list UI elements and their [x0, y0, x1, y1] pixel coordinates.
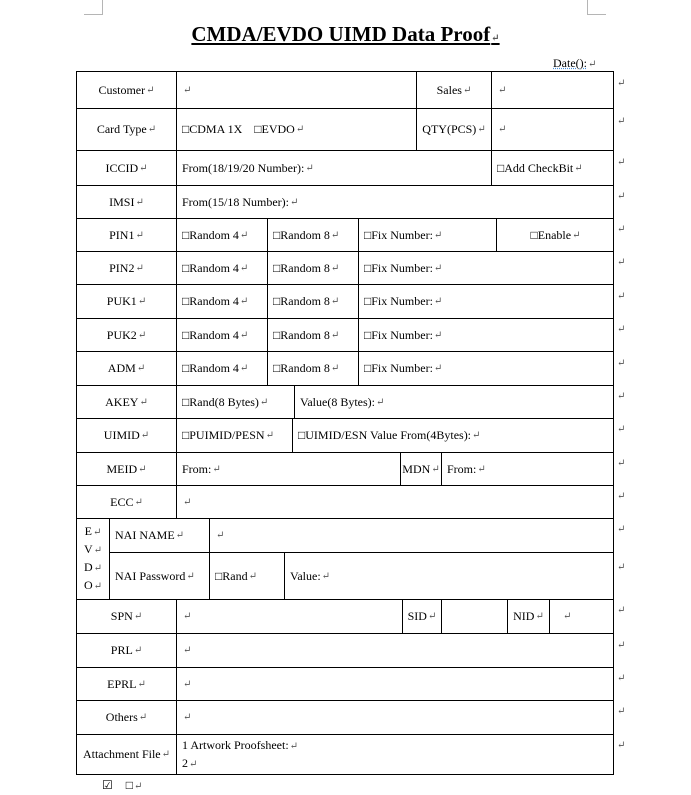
nai-name-value[interactable]: ↵	[209, 519, 614, 552]
margin-return-mark: ↵	[617, 458, 626, 469]
pin2-label: PIN2 ↵	[109, 260, 144, 275]
akey-value-field[interactable]: Value(8 Bytes): ↵	[294, 386, 614, 418]
mdn-from-field[interactable]: From: ↵	[441, 453, 614, 485]
customer-value[interactable]: ↵	[176, 72, 416, 108]
spn-value[interactable]: ↵	[176, 600, 402, 633]
adm-random8-checkbox[interactable]: □ Random 8 ↵	[267, 352, 358, 385]
row-spn	[76, 599, 614, 633]
card-type-label: Card Type ↵	[96, 122, 157, 136]
margin-return-mark: ↵	[617, 391, 626, 402]
margin-return-mark: ↵	[617, 257, 626, 268]
margin-return-mark: ↵	[617, 324, 626, 335]
attachment-line-1: 1 Artwork Proofsheet:↵	[182, 737, 299, 752]
sales-value[interactable]: ↵	[491, 72, 614, 108]
nid-label: NID ↵	[507, 600, 549, 633]
puimid-pesn-checkbox[interactable]: □ PUIMID/PESN ↵	[176, 419, 292, 452]
row-others	[76, 700, 614, 734]
others-label: Others ↵	[105, 710, 148, 724]
eprl-label: EPRL ↵	[107, 676, 146, 691]
pin1-label: PIN1 ↵	[109, 227, 144, 242]
row-adm	[76, 351, 614, 385]
margin-return-mark: ↵	[617, 116, 626, 127]
adm-random4-checkbox[interactable]: □ Random 4 ↵	[176, 352, 267, 385]
row-pin2	[76, 251, 614, 284]
others-value[interactable]: ↵	[176, 701, 614, 734]
row-nai-password	[109, 552, 614, 599]
prl-value[interactable]: ↵	[176, 634, 614, 667]
sid-value[interactable]	[441, 600, 507, 633]
evdo-checkbox[interactable]: □EVDO	[254, 122, 295, 136]
qty-value[interactable]: ↵	[491, 109, 614, 150]
attachment-label: Attachment File ↵	[82, 747, 171, 761]
document-title: CMDA/EVDO UIMD Data Proof↵	[191, 22, 500, 46]
margin-return-mark: ↵	[617, 706, 626, 717]
pin1-random8-checkbox[interactable]: □ Random 8 ↵	[267, 219, 358, 251]
adm-fix-number-checkbox[interactable]: □ Fix Number: ↵	[358, 352, 614, 385]
nai-password-label: NAI Password ↵	[115, 568, 195, 583]
attachment-line-2: 2↵	[182, 755, 198, 770]
cdma1x-checkbox[interactable]: □CDMA 1X	[182, 122, 243, 136]
row-card-type	[76, 108, 614, 150]
puk1-random4-checkbox[interactable]: □ Random 4 ↵	[176, 285, 267, 318]
pin1-random4-checkbox[interactable]: □ Random 4 ↵	[176, 219, 267, 251]
margin-return-mark: ↵	[617, 291, 626, 302]
row-imsi	[76, 185, 614, 218]
margin-return-mark: ↵	[617, 224, 626, 235]
row-akey	[76, 385, 614, 418]
spn-label: SPN ↵	[110, 609, 143, 623]
pin2-random8-checkbox[interactable]: □ Random 8 ↵	[267, 252, 358, 284]
row-puk1	[76, 284, 614, 318]
nai-password-rand-checkbox[interactable]: □ Rand ↵	[209, 553, 284, 599]
page-corner-mark-right	[587, 0, 606, 15]
date-field[interactable]: Date():↵	[553, 56, 597, 70]
margin-return-mark: ↵	[617, 78, 626, 89]
qty-label: QTY(PCS) ↵	[416, 109, 491, 150]
row-uimid	[76, 418, 614, 452]
nai-name-label: NAI NAME ↵	[115, 528, 185, 542]
puk2-label: PUK2 ↵	[106, 327, 147, 342]
page-corner-mark-left	[84, 0, 103, 15]
puk1-fix-number-checkbox[interactable]: □ Fix Number: ↵	[358, 285, 614, 318]
prl-label: PRL ↵	[110, 643, 143, 657]
margin-return-mark: ↵	[617, 424, 626, 435]
row-meid	[76, 452, 614, 485]
puk2-random4-checkbox[interactable]: □ Random 4 ↵	[176, 319, 267, 351]
ecc-value[interactable]: ↵	[176, 486, 614, 518]
imsi-from-field[interactable]: From(15/18 Number): ↵	[176, 186, 614, 218]
empty-box-icon[interactable]: □	[125, 778, 134, 792]
row-ecc	[76, 485, 614, 518]
margin-return-mark: ↵	[617, 640, 626, 651]
imsi-label: IMSI ↵	[109, 194, 144, 209]
margin-return-mark: ↵	[617, 562, 626, 573]
akey-rand-checkbox[interactable]: □ Rand(8 Bytes) ↵	[176, 386, 294, 418]
row-nai-name	[109, 518, 614, 552]
margin-return-mark: ↵	[617, 673, 626, 684]
eprl-value[interactable]: ↵	[176, 668, 614, 700]
margin-return-mark: ↵	[617, 191, 626, 202]
margin-return-mark: ↵	[617, 524, 626, 535]
sales-label: Sales ↵	[416, 72, 491, 108]
iccid-label: ICCID ↵	[105, 160, 148, 175]
meid-label: MEID ↵	[106, 461, 147, 476]
pin1-fix-number-checkbox[interactable]: □ Fix Number: ↵	[358, 219, 496, 251]
margin-return-mark: ↵	[617, 157, 626, 168]
customer-label: Customer ↵	[98, 82, 155, 97]
iccid-add-checkbit-checkbox[interactable]: □ Add CheckBit ↵	[491, 151, 614, 185]
row-prl	[76, 633, 614, 667]
row-iccid	[76, 150, 614, 185]
meid-from-field[interactable]: From: ↵	[176, 453, 400, 485]
evdo-side-label: E↵ V↵ D↵ O↵	[76, 518, 109, 599]
margin-return-mark: ↵	[617, 605, 626, 616]
puk2-random8-checkbox[interactable]: □ Random 8 ↵	[267, 319, 358, 351]
attachment-value[interactable]	[176, 735, 614, 774]
pin2-fix-number-checkbox[interactable]: □ Fix Number: ↵	[358, 252, 614, 284]
footer-marks: ☑ □↵	[102, 778, 143, 792]
uimid-esn-checkbox[interactable]: □ UIMID/ESN Value From(4Bytes): ↵	[292, 419, 614, 452]
row-eprl	[76, 667, 614, 700]
pin1-enable-checkbox[interactable]: □ Enable ↵	[496, 219, 614, 251]
margin-return-mark: ↵	[617, 740, 626, 751]
akey-label: AKEY ↵	[105, 394, 148, 409]
margin-return-mark: ↵	[617, 358, 626, 369]
puk1-label: PUK1 ↵	[106, 294, 147, 308]
pin2-random4-checkbox[interactable]: □ Random 4 ↵	[176, 252, 267, 284]
row-pin1	[76, 218, 614, 251]
row-attachment	[76, 734, 614, 775]
iccid-from-field[interactable]: From(18/19/20 Number): ↵	[176, 151, 491, 185]
nid-value[interactable]: ↵	[549, 600, 614, 633]
puk1-random8-checkbox[interactable]: □ Random 8 ↵	[267, 285, 358, 318]
sid-label: SID ↵	[402, 600, 441, 633]
margin-return-mark: ↵	[617, 491, 626, 502]
adm-label: ADM ↵	[107, 361, 146, 375]
checked-box-icon[interactable]: ☑	[102, 778, 113, 792]
card-type-options: □CDMA 1X □EVDO ↵	[176, 109, 416, 150]
nai-password-value-field[interactable]: Value: ↵	[284, 553, 614, 599]
row-puk2	[76, 318, 614, 351]
mdn-label: MDN ↵	[400, 453, 441, 485]
ecc-label: ECC ↵	[110, 494, 143, 509]
puk2-fix-number-checkbox[interactable]: □ Fix Number: ↵	[358, 319, 614, 351]
row-customer	[76, 71, 614, 108]
uimid-label: UIMID ↵	[103, 428, 150, 442]
